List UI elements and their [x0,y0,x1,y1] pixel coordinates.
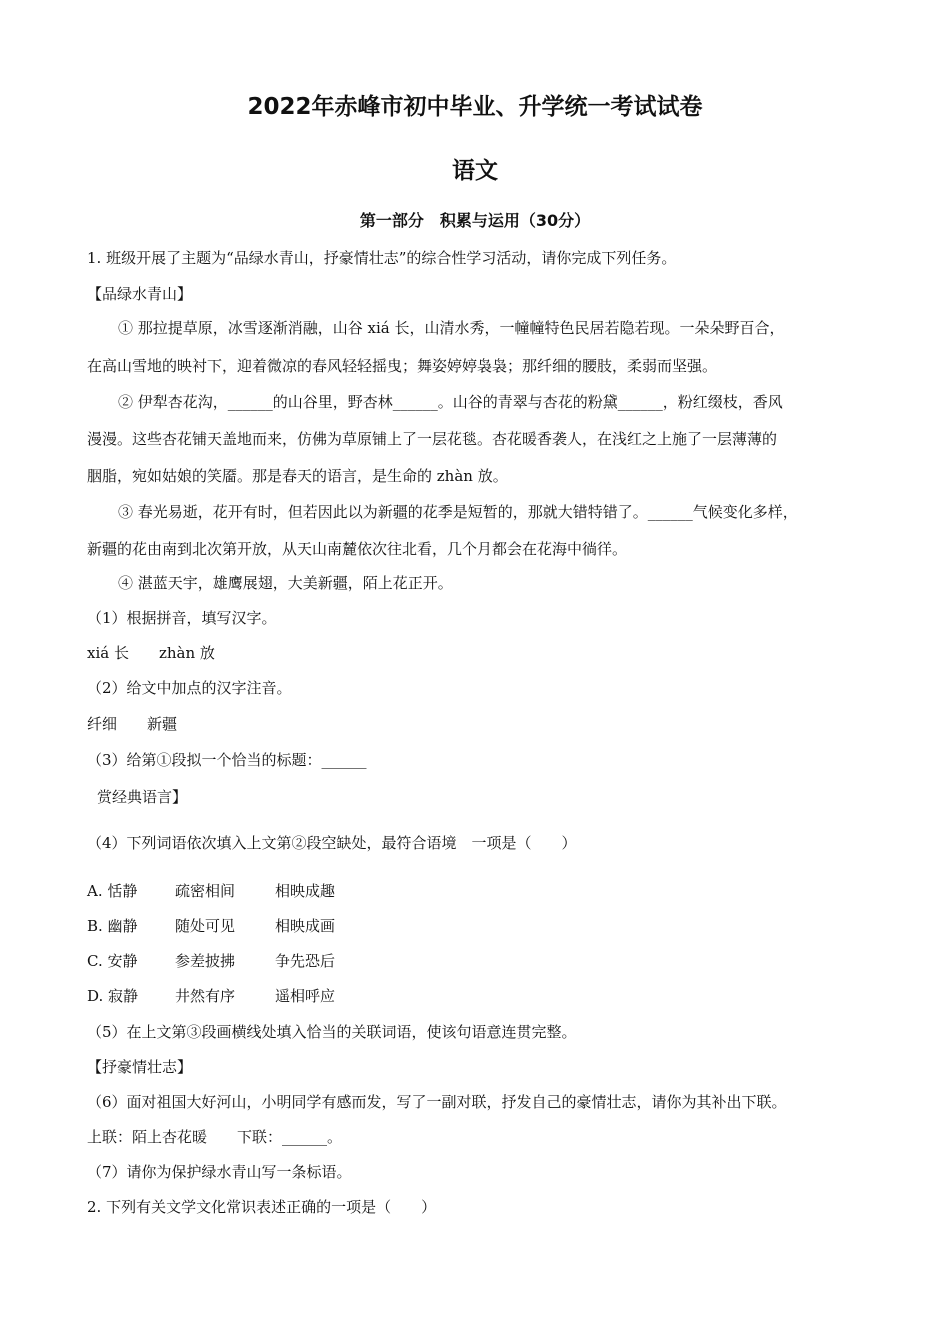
passage-p3-line1: ③ 春光易逝，花开有时，但若因此以为新疆的花季是短暂的，那就大错特错了。______气候变化多样， [118,503,798,521]
subquestion-1: （1）根据拼音，填写汉字。 [87,609,277,627]
subquestion-7: （7）请你为保护绿水青山写一条标语。 [87,1163,352,1181]
passage-p2-line2: 漫漫。这些杏花铺天盖地而来，仿佛为草原铺上了一层花毯。杏花暖香袭人，在浅红之上施了一层薄薄的 [87,430,778,448]
option-c [87,951,870,971]
subquestion-5: （5）在上文第③段画横线处填入恰当的关联词语，使该句语意连贯完整。 [87,1023,577,1041]
passage-p2-line1: ② 伊犁杏花沟，______的山谷里，野杏林______。山谷的青翠与杏花的粉黛______，粉红缀枝，香风 [118,393,783,411]
subquestion-2: （2）给文中加点的汉字注音。 [87,679,292,697]
couplet-line [87,1127,870,1147]
option-b-word3: 相映成画 [275,917,336,935]
subsection-heading-language: 赏经典语言】 [97,788,188,806]
option-c-word1: C. 安静 [87,952,138,970]
option-c-word3: 争先恐后 [275,952,336,970]
passage-p2-line3: 胭脂，宛如姑娘的笑靥。那是春天的语言，是生命的 zhàn 放。 [87,467,508,485]
exam-title: 2022年赤峰市初中毕业、升学统一考试试卷 [247,94,703,120]
subsection-heading-ambition: 【抒豪情壮志】 [87,1058,193,1076]
couplet-lower: 下联：______。 [237,1128,343,1146]
subject-title: 语文 [452,158,498,184]
option-d-word1: D. 寂静 [87,987,139,1005]
pinyin-item-1: xiá 长 [87,644,129,662]
option-a-word3: 相映成趣 [275,882,336,900]
subquestion-3: （3）给第①段拟一个恰当的标题：______ [87,751,367,769]
option-b-word2: 随处可见 [175,917,236,935]
subquestion-6: （6）面对祖国大好河山，小明同学有感而发，写了一副对联，抒发自己的豪情壮志，请你为其补出下联。 [87,1093,787,1111]
option-d [87,986,870,1006]
question-2-intro: 2. 下列有关文学文化常识表述正确的一项是（ ） [87,1198,437,1216]
phonetic-item-1: 纤细 [87,715,118,733]
subquestion-1-items [87,643,870,663]
subsection-heading-green: 【品绿水青山】 [87,285,193,303]
option-c-word2: 参差披拂 [175,952,236,970]
passage-p1-line2: 在高山雪地的映衬下，迎着微凉的春风轻轻摇曳；舞姿婷婷袅袅；那纤细的腰肢，柔弱而坚强。 [87,357,718,375]
passage-p3-line2: 新疆的花由南到北次第开放，从天山南麓依次往北看，几个月都会在花海中徜徉。 [87,540,628,558]
couplet-upper: 上联：陌上杏花暖 [87,1128,208,1146]
option-a [87,881,870,901]
question-1-intro: 1. 班级开展了主题为“品绿水青山，抒豪情壮志”的综合性学习活动，请你完成下列任务。 [87,249,677,267]
option-b-word1: B. 幽静 [87,917,138,935]
pinyin-item-2: zhàn 放 [158,644,215,662]
passage-p1-line1: ① 那拉提草原，冰雪逐渐消融，山谷 xiá 长，山清水秀，一幢幢特色民居若隐若现。一朵朵野百合， [118,319,785,337]
option-a-word1: A. 恬静 [87,882,138,900]
subquestion-2-items [87,714,870,734]
option-a-word2: 疏密相间 [175,882,236,900]
option-d-word3: 遥相呼应 [275,987,336,1005]
passage-p4-line1: ④ 湛蓝天宇，雄鹰展翅，大美新疆，陌上花正开。 [118,574,453,592]
option-b [87,916,870,936]
section-heading: 第一部分 积累与运用（30分） [359,211,591,230]
phonetic-item-2: 新疆 [147,715,178,733]
subquestion-4: （4）下列词语依次填入上文第②段空缺处，最符合语境 一项是（ ） [87,834,577,852]
option-d-word2: 井然有序 [175,987,236,1005]
